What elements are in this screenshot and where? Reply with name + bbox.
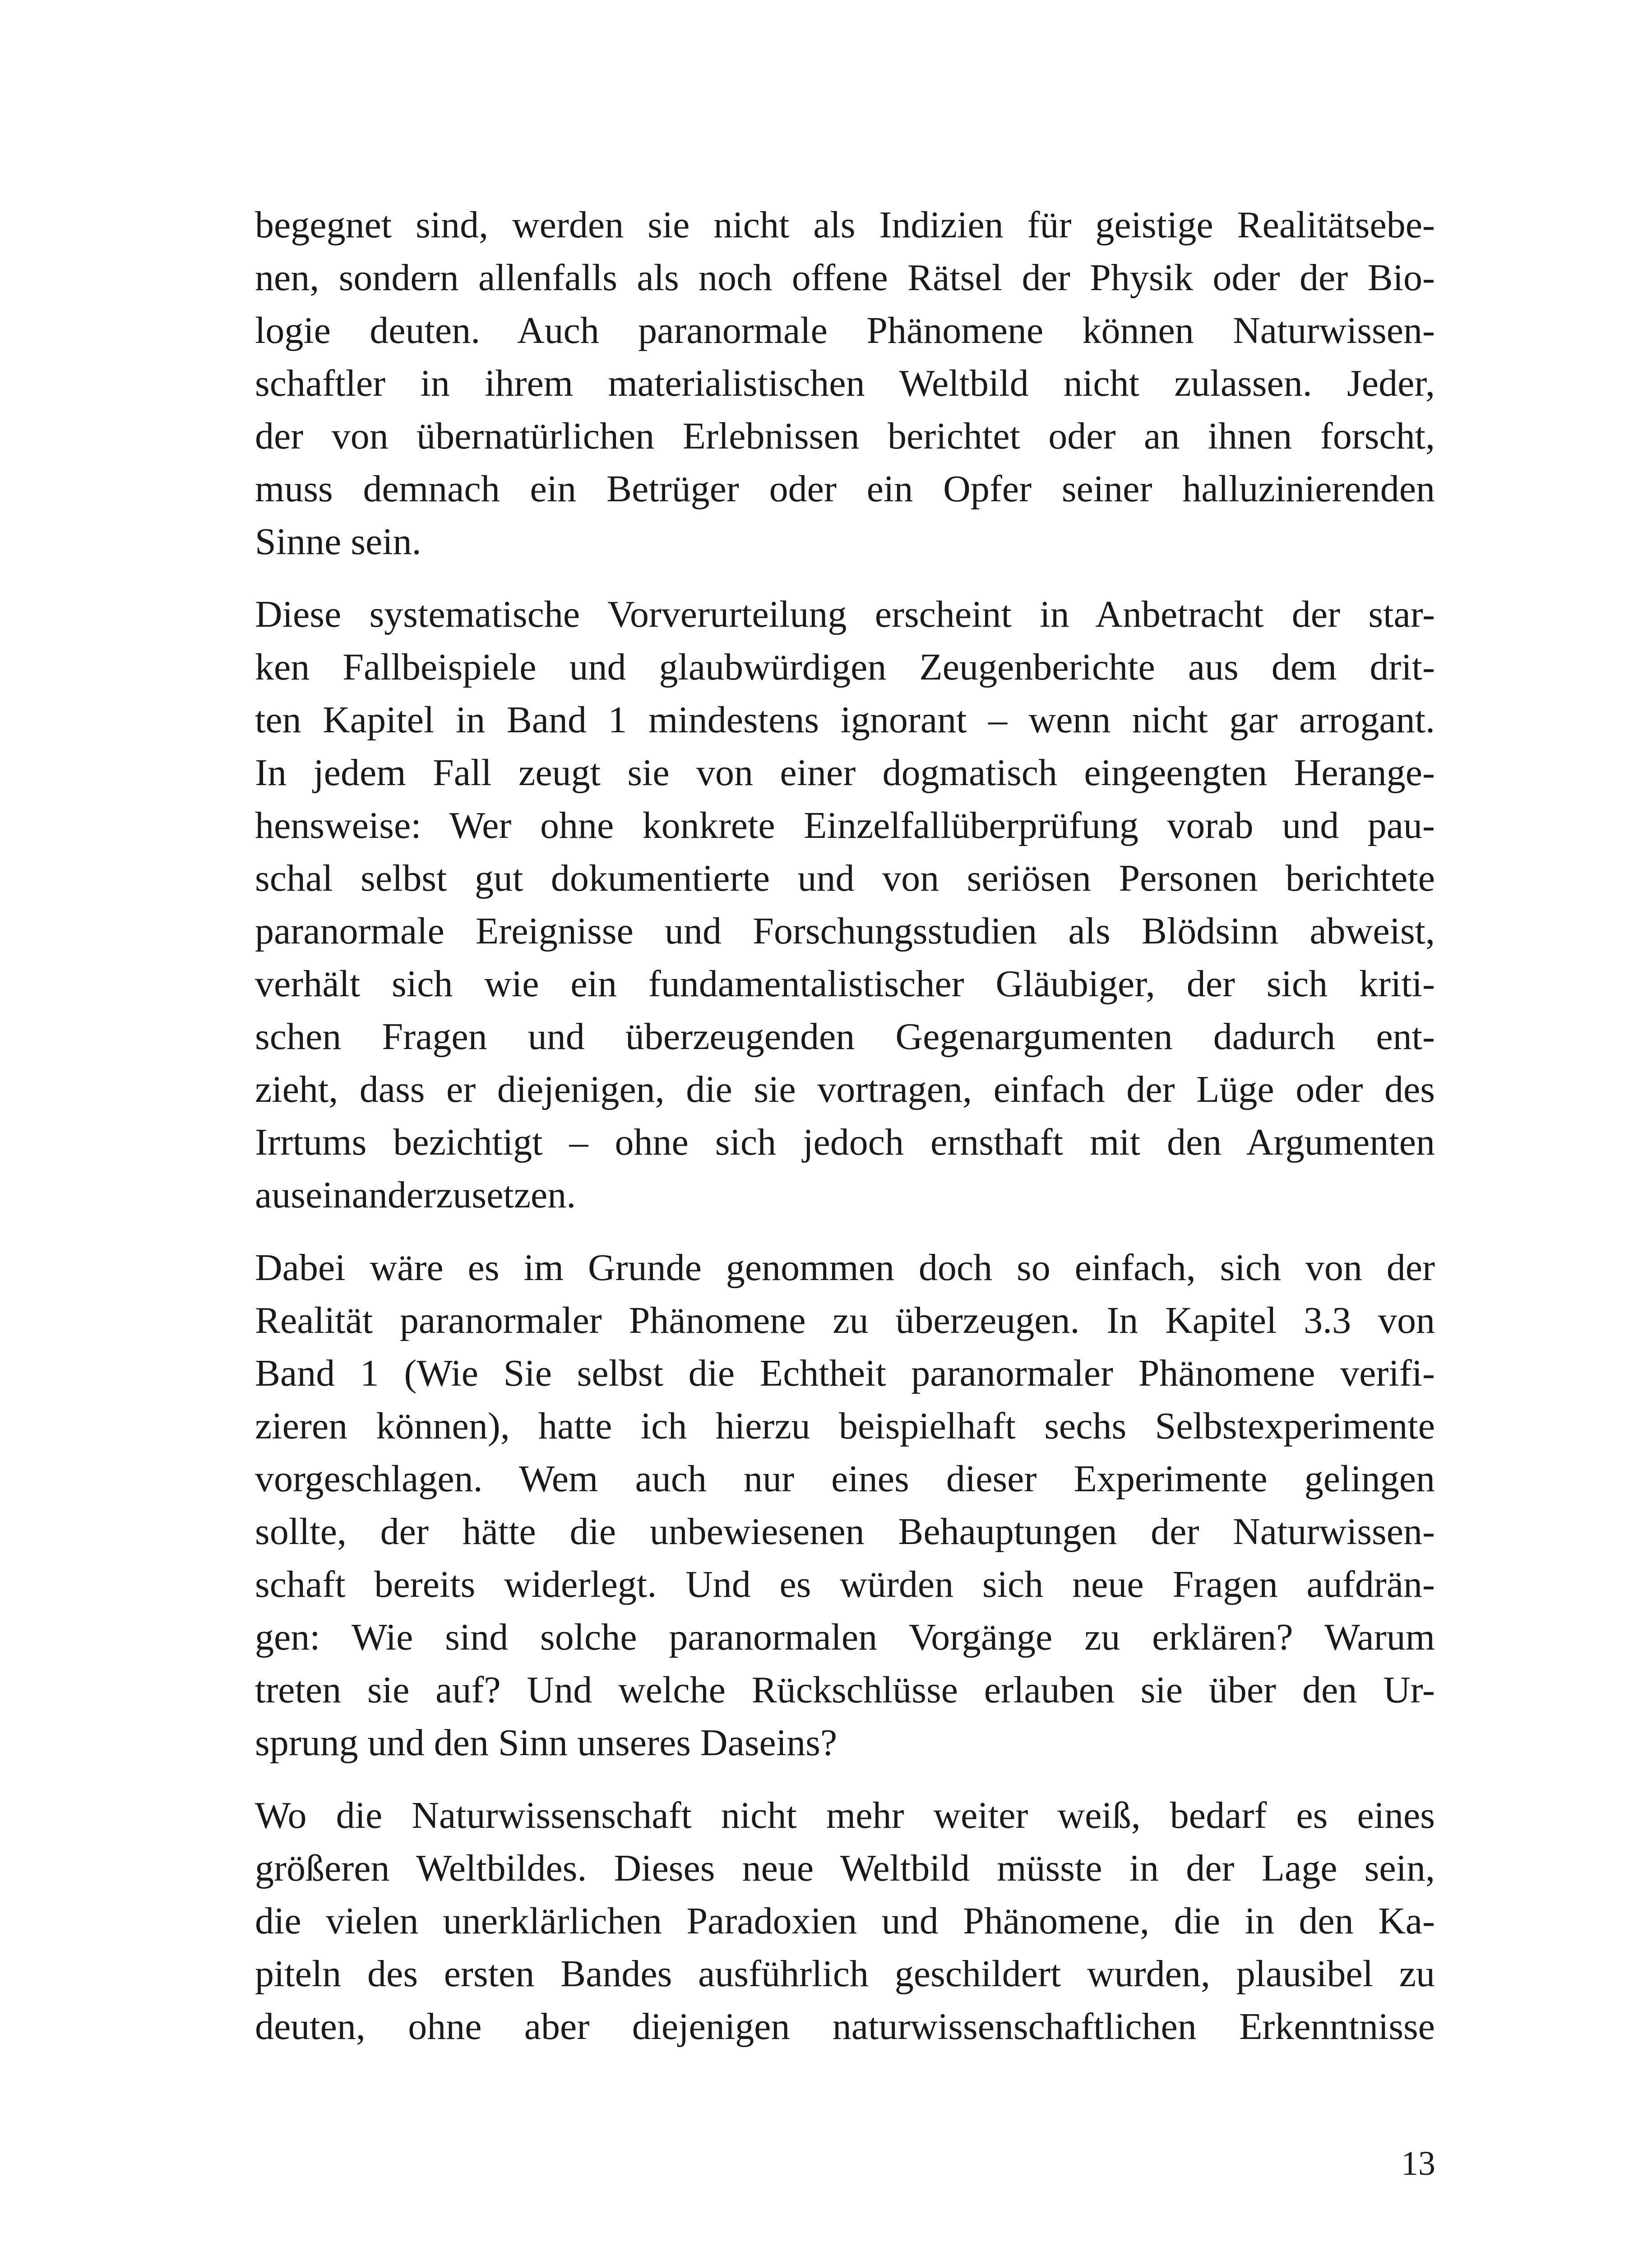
text-line: ten Kapitel in Band 1 mindestens ignorant – wenn nicht gar arrogant.: [255, 699, 1435, 741]
text-line: In jedem Fall zeugt sie von einer dogmatisch eingeengten Herange-: [255, 752, 1435, 794]
text-line: muss demnach ein Betrüger oder ein Opfer seiner halluzinierenden: [255, 468, 1435, 510]
text-line: deuten, ohne aber diejenigen naturwissenschaftlichen Erkenntnisse: [255, 2006, 1435, 2048]
text-line: sprung und den Sinn unseres Daseins?: [255, 1722, 838, 1764]
paragraph: [255, 1241, 1435, 1769]
text-line: schen Fragen und überzeugenden Gegenargumenten dadurch ent-: [255, 1016, 1435, 1058]
text-line: größeren Weltbildes. Dieses neue Weltbild müsste in der Lage sein,: [255, 1847, 1435, 1889]
page-number: 13: [1401, 2145, 1435, 2182]
text-line: zieht, dass er diejenigen, die sie vortragen, einfach der Lüge oder des: [255, 1068, 1435, 1110]
text-line: Band 1 (Wie Sie selbst die Echtheit paranormaler Phänomene verifi-: [255, 1352, 1435, 1394]
text-line: Wo die Naturwissenschaft nicht mehr weiter weiß, bedarf es eines: [255, 1794, 1435, 1836]
text-line: schaft bereits widerlegt. Und es würden sich neue Fragen aufdrän-: [255, 1563, 1435, 1605]
text-line: piteln des ersten Bandes ausführlich geschildert wurden, plausibel zu: [255, 1953, 1435, 1995]
text-line: sollte, der hätte die unbewiesenen Behauptungen der Naturwissen-: [255, 1511, 1435, 1553]
text-line: Diese systematische Vorverurteilung erscheint in Anbetracht der star-: [255, 593, 1435, 635]
text-line: logie deuten. Auch paranormale Phänomene können Naturwissen-: [255, 310, 1435, 351]
paragraph: [255, 199, 1435, 568]
text-line: zieren können), hatte ich hierzu beispielhaft sechs Selbstexperimente: [255, 1405, 1435, 1447]
text-line: schal selbst gut dokumentierte und von seriösen Personen berichtete: [255, 857, 1435, 899]
text-line: begegnet sind, werden sie nicht als Indizien für geistige Realitätsebe-: [255, 204, 1435, 246]
text-line: Irrtums bezichtigt – ohne sich jedoch ernsthaft mit den Argumenten: [255, 1121, 1435, 1163]
text-line: Realität paranormaler Phänomene zu überzeugen. In Kapitel 3.3 von: [255, 1299, 1435, 1341]
text-line: auseinanderzusetzen.: [255, 1174, 576, 1216]
body-text: [255, 199, 1435, 2073]
text-line: Sinne sein.: [255, 521, 421, 563]
text-line: schaftler in ihrem materialistischen Weltbild nicht zulassen. Jeder,: [255, 362, 1435, 404]
text-line: gen: Wie sind solche paranormalen Vorgänge zu erklären? Warum: [255, 1616, 1435, 1658]
text-line: vorgeschlagen. Wem auch nur eines dieser Experimente gelingen: [255, 1458, 1435, 1500]
paragraph: [255, 1789, 1435, 2053]
text-line: die vielen unerklärlichen Paradoxien und Phänomene, die in den Ka-: [255, 1900, 1435, 1942]
text-line: verhält sich wie ein fundamentalistischer Gläubiger, der sich kriti-: [255, 963, 1435, 1005]
text-line: Dabei wäre es im Grunde genommen doch so einfach, sich von der: [255, 1247, 1435, 1289]
text-line: der von übernatürlichen Erlebnissen berichtet oder an ihnen forscht,: [255, 415, 1435, 457]
text-line: hensweise: Wer ohne konkrete Einzelfallüberprüfung vorab und pau-: [255, 804, 1435, 846]
text-line: ken Fallbeispiele und glaubwürdigen Zeugenberichte aus dem drit-: [255, 646, 1435, 688]
paragraph: [255, 588, 1435, 1221]
text-line: treten sie auf? Und welche Rückschlüsse erlauben sie über den Ur-: [255, 1669, 1435, 1711]
text-line: paranormale Ereignisse und Forschungsstudien als Blödsinn abweist,: [255, 910, 1435, 952]
text-line: nen, sondern allenfalls als noch offene Rätsel der Physik oder der Bio-: [255, 257, 1435, 299]
